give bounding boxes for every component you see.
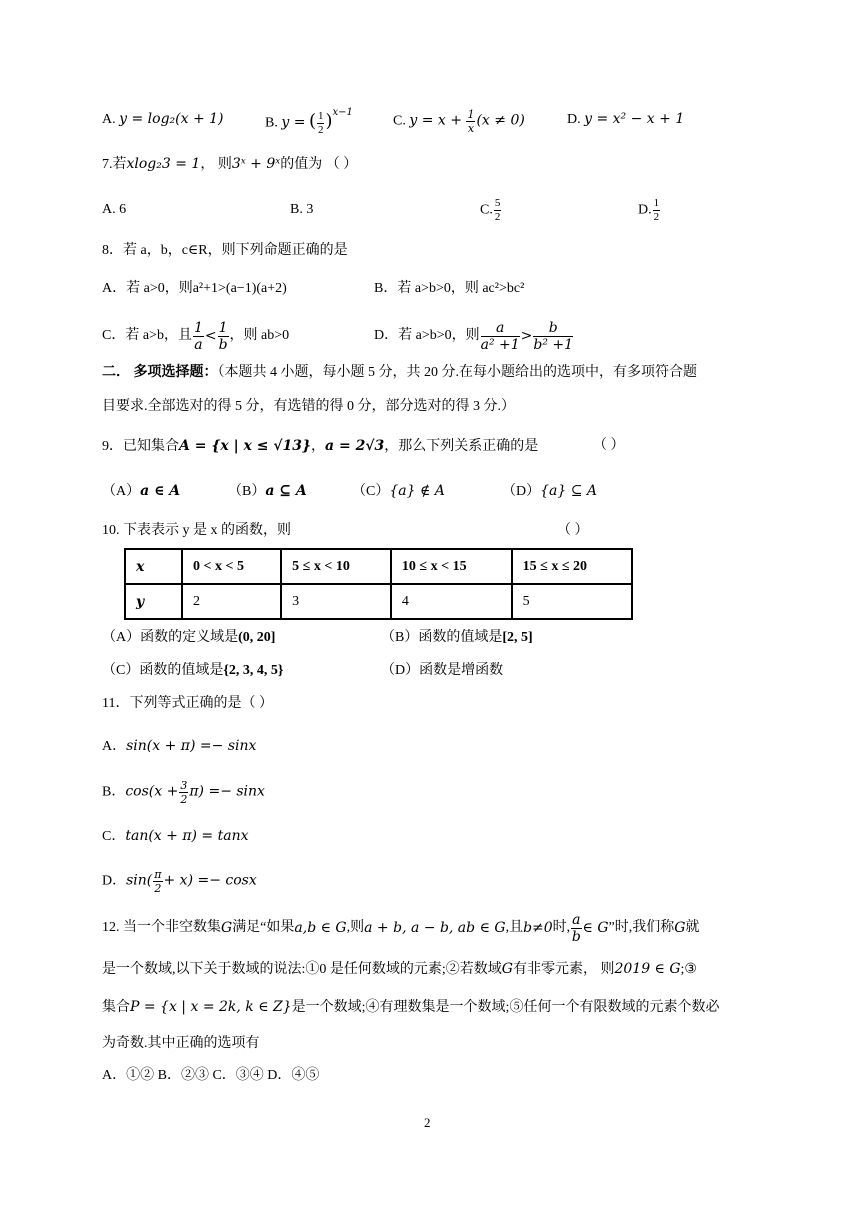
q8-option-a: A．若 a>0，则a²+1>(a−1)(a+2)	[102, 281, 287, 296]
q6-option-c: C. y = x + $\frac{1}{x}$ (x ≠ 0)	[393, 108, 525, 135]
q8-stem: 8．若 a，b，c∈R，则下列命题正确的是	[102, 243, 348, 258]
q10-option-d: （D）函数是增函数	[381, 663, 504, 678]
q12-line4: 为奇数.其中正确的选项有	[102, 1036, 260, 1051]
q6-option-b: B. y = ( $\frac{1}{2}$ )$^{x-1}$	[265, 107, 353, 136]
table-cell: x	[125, 549, 182, 584]
q7-option-c: C. $\frac{5}{2}$	[480, 197, 501, 223]
q9-answer-paren: （ ）	[593, 438, 625, 453]
q12-line3: 集合P = {x | x = 2k, k ∈ Z}是一个数域;④有理数集是一个数域;⑤任何一个有限数域的元素个数必	[102, 999, 720, 1015]
q8-option-d: D．若 a>b>0，则 $\frac{a}{\text{a² +1}}$ > $\frac{b}{\text{b² +1}}$	[374, 319, 574, 353]
q6-option-a: A. y = log₂(x + 1)	[102, 111, 224, 127]
function-table	[124, 548, 633, 620]
q11-option-c: C．tan(x + π) = tanx	[102, 828, 249, 844]
table-cell: 2	[182, 584, 281, 619]
q10-option-b: （B）函数的值域是[2, 5]	[381, 630, 533, 645]
q11-option-d: D．sin( $\frac{\pi}{2}$ + x) =− cosx	[102, 868, 257, 895]
q11-option-a: A．sin(x + π) =− sinx	[102, 738, 257, 754]
section-heading: 二． 多项选择题：（本题共 4 小题，每小题 5 分，共 20 分.在每小题给出的选项中，有多项符合题	[102, 365, 697, 380]
q9-option-a: （A）a ∈ A	[102, 483, 181, 499]
q10-stem: 10. 下表表示 y 是 x 的函数，则	[102, 523, 291, 538]
q12-line1: 12. 当一个非空数集 G 满足“如果 a,b ∈ G ,则 a + b, a − b, ab ∈ G ,且 b≠0 时, $\frac{a}{b}$ ∈ G ”时,我们称 G 就	[102, 911, 700, 945]
q7-option-a: A. 6	[102, 202, 127, 217]
table-cell: y	[125, 584, 182, 619]
q10-answer-paren: （ ）	[557, 523, 589, 538]
table-cell: 3	[281, 584, 391, 619]
table-row	[125, 584, 632, 619]
q9-option-b: （B）a ⊆ A	[228, 483, 307, 499]
section-desc-line2: 目要求.全部选对的得 5 分，有选错的得 0 分，部分选对的得 3 分.）	[102, 399, 515, 414]
q7-option-d: D. $\frac{1}{2}$	[638, 197, 660, 223]
table-cell: 4	[391, 584, 512, 619]
table-cell: 0 < x < 5	[182, 549, 281, 584]
q12-options: A．①② B．②③ C．③④ D．④⑤	[102, 1068, 320, 1083]
table-row	[125, 549, 632, 584]
q7-stem: 7.若xlog₂3 = 1， 则3ˣ + 9ˣ的值为 （ ）	[102, 156, 358, 172]
q7-option-b: B. 3	[290, 202, 314, 217]
q8-option-b: B．若 a>b>0，则 ac²>bc²	[374, 281, 525, 296]
q8-option-c: C．若 a>b，且 $\frac{1}{a}$ < $\frac{1}{b}$ ，则 ab>0	[102, 319, 290, 353]
table-cell: 5 ≤ x < 10	[281, 549, 391, 584]
table-cell: 15 ≤ x ≤ 20	[512, 549, 632, 584]
table-cell: 5	[512, 584, 632, 619]
page-number: 2	[424, 1115, 431, 1130]
q9-stem: 9．已知集合A = {x | x ≤ √13}，a = 2√3，那么下列关系正确的是	[102, 438, 539, 454]
q11-option-b: B．cos(x + $\frac{3}{2}$ π) =− sinx	[102, 779, 265, 806]
q10-option-c: （C）函数的值域是{2, 3, 4, 5}	[102, 663, 284, 678]
q12-line2: 是一个数域,以下关于数域的说法:①0 是任何数域的元素;②若数域G有非零元素， 则2019 ∈ G;③	[102, 961, 697, 977]
q9-option-c: （C）{a} ∉ A	[352, 483, 445, 499]
table-cell: 10 ≤ x < 15	[391, 549, 512, 584]
q11-stem: 11．下列等式正确的是（ ）	[102, 696, 273, 711]
q9-option-d: （D）{a} ⊆ A	[502, 483, 598, 499]
q10-option-a: （A）函数的定义域是(0, 20]	[102, 630, 276, 645]
q6-option-d: D. y = x² − x + 1	[567, 111, 685, 127]
